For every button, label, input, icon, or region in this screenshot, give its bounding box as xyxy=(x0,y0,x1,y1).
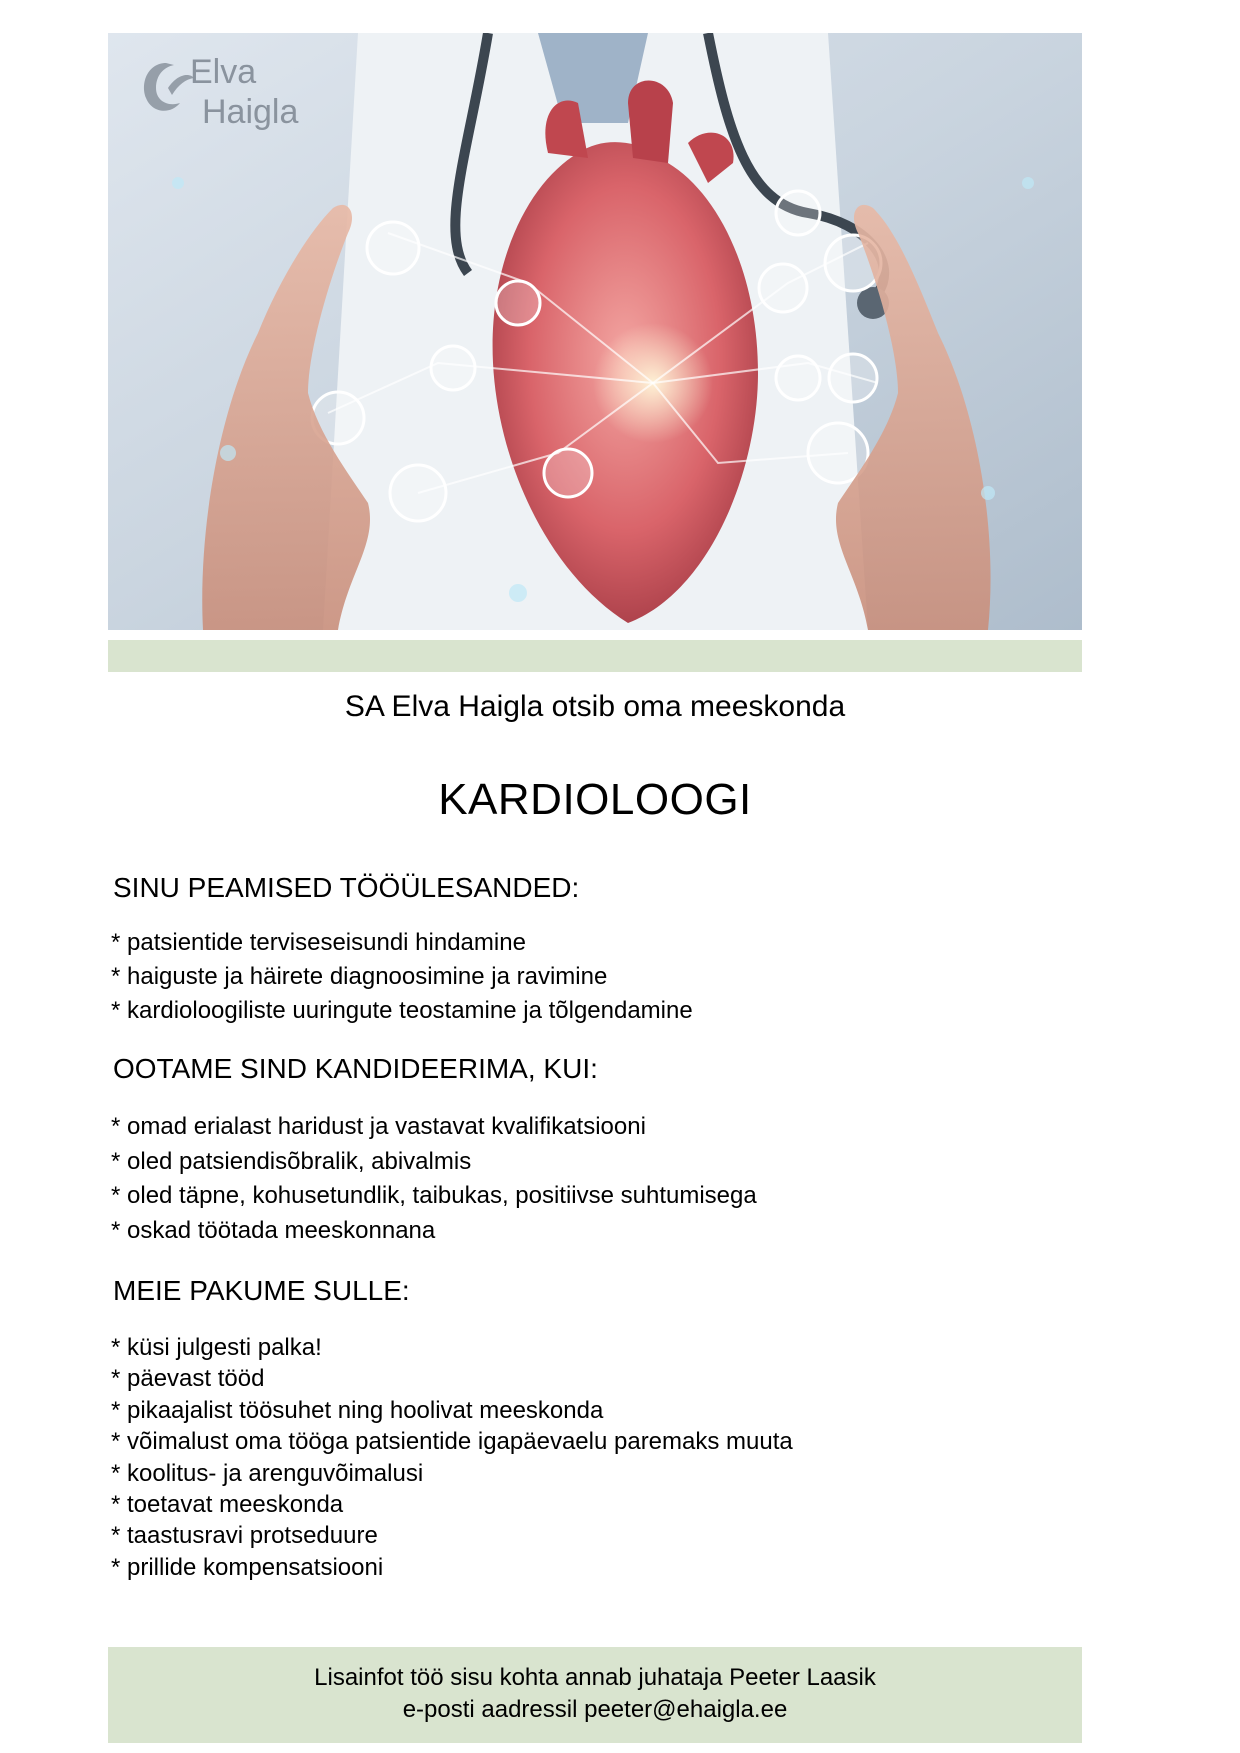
requirements-list xyxy=(111,1110,757,1248)
list-item: * patsientide terviseseisundi hindamine xyxy=(111,929,526,956)
list-item: * omad erialast haridust ja vastavat kvalifikatsiooni xyxy=(111,1113,646,1140)
list-item: * küsi julgesti palka! xyxy=(111,1334,322,1361)
tasks-list xyxy=(111,926,693,1028)
list-item: * toetavat meeskonda xyxy=(111,1491,344,1519)
list-item: * oskad töötada meeskonnana xyxy=(111,1216,436,1244)
contact-email-line: e-posti aadressil peeter@ehaigla.ee xyxy=(402,1696,788,1723)
section-heading-requirements: OOTAME SIND KANDIDEERIMA, KUI: xyxy=(113,1053,598,1084)
doctor-heart-illustration xyxy=(108,33,1082,630)
list-item: * haiguste ja häirete diagnoosimine ja ravimine xyxy=(111,963,608,990)
svg-text:Elva: Elva xyxy=(190,53,257,91)
hero-image xyxy=(108,33,1082,630)
contact-line: Lisainfot töö sisu kohta annab juhataja Peeter Laasik xyxy=(314,1664,876,1691)
top-divider-band xyxy=(108,640,1082,672)
list-item: * oled täpne, kohusetundlik, taibukas, positiivse suhtumisega xyxy=(111,1182,757,1209)
offer-list xyxy=(111,1332,793,1583)
list-item: * oled patsiendisõbralik, abivalmis xyxy=(111,1147,472,1175)
list-item: * võimalust oma tööga patsientide igapäevaelu paremaks muuta xyxy=(111,1428,793,1456)
list-item: * taastusravi protseduure xyxy=(111,1522,378,1550)
section-heading-offer: MEIE PAKUME SULLE: xyxy=(113,1275,410,1306)
svg-text:Haigla: Haigla xyxy=(202,93,299,131)
list-item: * prillide kompensatsiooni xyxy=(111,1553,384,1581)
section-heading-tasks: SINU PEAMISED TÖÖÜLESANDED: xyxy=(113,872,580,903)
list-item: * päevast tööd xyxy=(111,1365,265,1393)
intro-text: SA Elva Haigla otsib oma meeskonda xyxy=(344,690,846,723)
list-item: * koolitus- ja arenguvõimalusi xyxy=(111,1459,424,1487)
job-title: KARDIOLOOGI xyxy=(438,775,752,824)
contact-footer xyxy=(108,1647,1082,1743)
list-item: * pikaajalist töösuhet ning hoolivat meeskonda xyxy=(111,1396,604,1424)
list-item: * kardioloogiliste uuringute teostamine ja tõlgendamine xyxy=(111,997,693,1024)
